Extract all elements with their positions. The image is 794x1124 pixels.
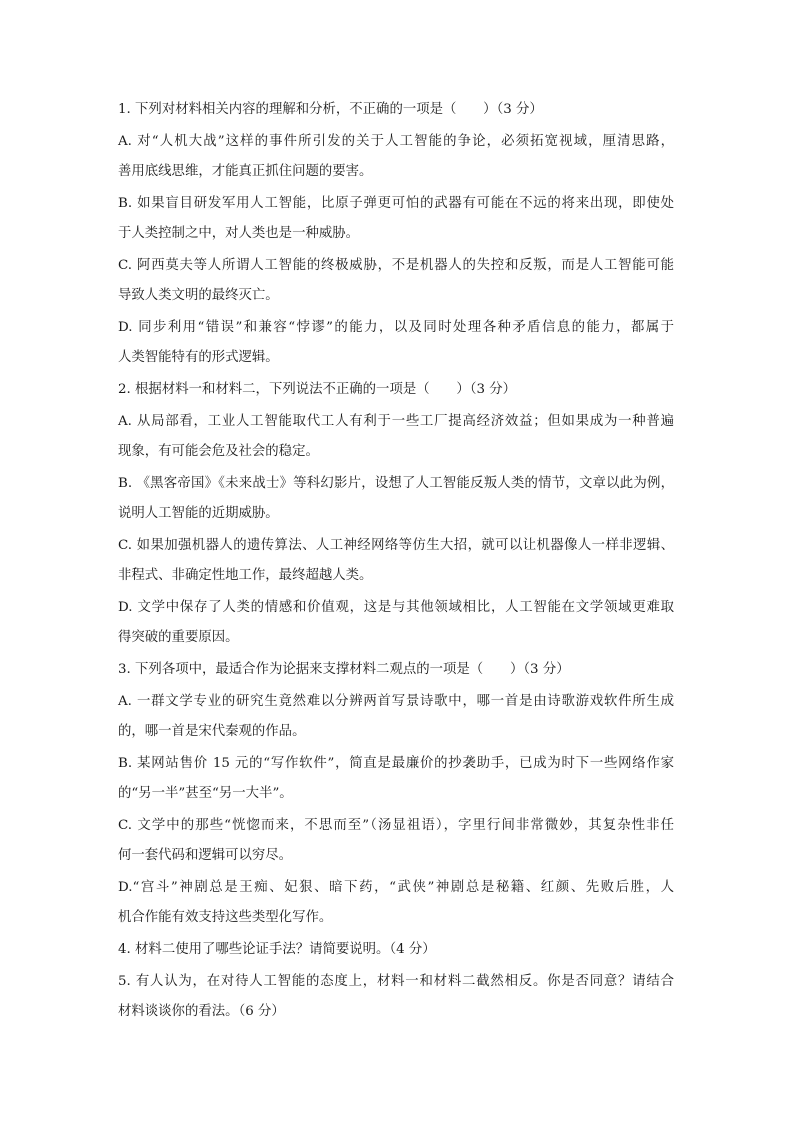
q3-stem: 3. 下列各项中，最适合作为论据来支撑材料二观点的一项是（ ）（3 分） <box>118 662 570 677</box>
q1-option-b-line-1: B. 如果盲目研发军用人工智能，比原子弹更可怕的武器有可能在不远的将来出现，即使处 <box>118 196 674 211</box>
q3-option-a-line-1: A. 一群文学专业的研究生竟然难以分辨两首写景诗歌中，哪一首是由诗歌游戏软件所生成 <box>118 694 674 709</box>
q4-stem: 4. 材料二使用了哪些论证手法？请简要说明。（4 分） <box>118 942 436 957</box>
q1-option-c-line-2: 导致人类文明的最终灭亡。 <box>118 288 279 303</box>
q5-stem-line-1: 5. 有人认为，在对待人工智能的态度上，材料一和材料二截然相反。你是否同意？请结合 <box>118 974 674 989</box>
q3-option-a-line-2: 的，哪一首是宋代秦观的作品。 <box>118 724 306 739</box>
q3-option-d-line-1: D.“宫斗”神剧总是王痴、妃狠、暗下药，“武侠”神剧总是秘籍、红颜、先败后胜，人 <box>118 880 674 895</box>
q2-option-c-line-1: C. 如果加强机器人的遗传算法、人工神经网络等仿生大招，就可以让机器像人一样非逻辑、 <box>118 538 674 553</box>
q1-stem: 1. 下列对材料相关内容的理解和分析，不正确的一项是（ ）（3 分） <box>118 102 543 117</box>
q2-option-a-line-1: A. 从局部看，工业人工智能取代工人有利于一些工厂提高经济效益；但如果成为一种普遍 <box>118 414 674 429</box>
q1-option-a-line-2: 善用底线思维，才能真正抓住问题的要害。 <box>118 164 373 179</box>
q2-option-a-line-2: 现象，有可能会危及社会的稳定。 <box>118 444 319 459</box>
q3-option-c-line-1: C. 文学中的那些“恍惚而来，不思而至”（汤显祖语），字里行间非常微妙，其复杂性非任 <box>118 818 674 833</box>
question-list <box>118 101 674 1021</box>
q3-option-b-line-2: 的“另一半”甚至“另一大半”。 <box>118 786 293 801</box>
q2-option-d-line-1: D. 文学中保存了人类的情感和价值观，这是与其他领域相比，人工智能在文学领域更难取 <box>118 600 674 615</box>
q5-stem-line-2: 材料谈谈你的看法。（6 分） <box>118 1004 285 1019</box>
q2-option-b-line-1: B. 《黑客帝国》《未来战士》等科幻影片，设想了人工智能反叛人类的情节，文章以此为例， <box>118 476 674 491</box>
q2-stem: 2. 根据材料一和材料二，下列说法不正确的一项是（ ）（3 分） <box>118 382 517 397</box>
q1-option-c-line-1: C. 阿西莫夫等人所谓人工智能的终极威胁，不是机器人的失控和反叛，而是人工智能可能 <box>118 258 674 273</box>
q1-option-a-line-1: A. 对“人机大战”这样的事件所引发的关于人工智能的争论，必须拓宽视域，厘清思路， <box>118 134 674 149</box>
q1-option-d-line-2: 人类智能特有的形式逻辑。 <box>118 350 279 365</box>
q3-option-b-line-1: B. 某网站售价 15 元的“写作软件”，简直是最廉价的抄袭助手，已成为时下一些网络作家 <box>118 756 674 771</box>
q2-option-d-line-2: 得突破的重要原因。 <box>118 630 239 645</box>
q1-option-b-line-2: 于人类控制之中，对人类也是一种威胁。 <box>118 226 360 241</box>
q1-option-d-line-1: D. 同步利用“错误”和兼容“悖谬”的能力，以及同时处理各种矛盾信息的能力，都属于 <box>118 320 674 335</box>
q3-option-d-line-2: 机合作能有效支持这些类型化写作。 <box>118 910 333 925</box>
q2-option-c-line-2: 非程式、非确定性地工作，最终超越人类。 <box>118 568 373 583</box>
q2-option-b-line-2: 说明人工智能的近期威胁。 <box>118 506 279 521</box>
q3-option-c-line-2: 何一套代码和逻辑可以穷尽。 <box>118 848 293 863</box>
